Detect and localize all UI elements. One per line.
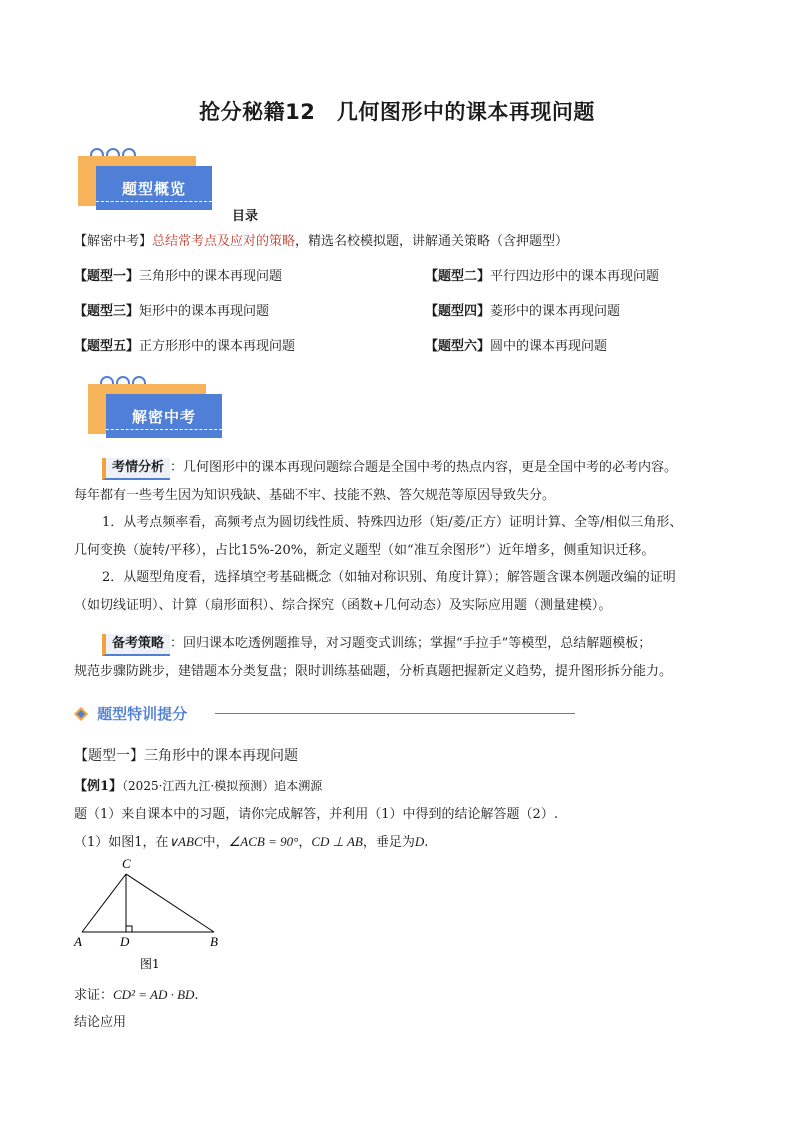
apply-heading: 结论应用 [74, 1015, 127, 1030]
diamond-icon [74, 706, 88, 720]
toc-item-4[interactable]: 【题型四】菱形中的课本再现问题 [425, 304, 621, 319]
section-title: 题型特训提分 [97, 705, 188, 723]
toc-item-6[interactable]: 【题型六】圆中的课本再现问题 [425, 339, 608, 354]
badge-overview [78, 152, 212, 212]
toc-item-5[interactable]: 【题型五】正方形形中的课本再现问题 [74, 339, 296, 354]
intro-rest: ，精选名校模拟题，讲解通关策略（含押题型） [295, 234, 569, 249]
figure-caption: 图1 [140, 957, 160, 971]
intro-line [74, 230, 568, 249]
strategy-block: 备考策略 ：回归课本吃透例题推导，对习题变式训练；掌握“手拉手”等模型，总结解题模板； 规范步骤防跳步，建错题本分类复盘；限时训练基础题，分析真题把握新定义趋势，提升图形拆分能力。 [74, 636, 673, 679]
toc-item-3[interactable]: 【题型三】矩形中的课本再现问题 [74, 304, 270, 319]
label-a: A [74, 934, 82, 949]
type1-heading: 【题型一】三角形中的课本再现问题 [74, 748, 298, 764]
right-angle-mark [126, 926, 132, 932]
badge-decode-label: 解密中考 [106, 394, 222, 438]
toc-item-2[interactable]: 【题型二】平行四边形中的课本再现问题 [425, 269, 660, 284]
analysis-block: 考情分析 ：几何图形中的课本再现问题综合题是全国中考的热点内容，更是全国中考的必考内容。 每年都有一些考生因为知识残缺、基础不牢、技能不熟、答欠规范等原因导致失分。 1．从考点频率看，高频考点为圆切线性质、特殊四边形（矩/菱/正方）证明计算、全等/相似三角形、 几何变换（旋转/平移），占比15%-20%，新定义题型（如“准互余图形”）近年增多，侧重知识迁移。 2．从题型角度看，选择填空考基础概念（如轴对称识别、角度计算）；解答题含课本例题改编的证明 （如切线证明）、计算（扇形面积）、综合探究（函数+几何动态）及实际应用题（测量建模）。 [74, 460, 683, 613]
strategy-tag: 备考策略 [102, 634, 170, 656]
badge-overview-label: 题型概览 [96, 166, 212, 210]
section-heading [74, 703, 187, 724]
triangle-figure [70, 852, 230, 974]
side-ac [82, 874, 126, 932]
example-part1: （1）如图1，在∨ABC中，∠ACB = 90°，CD ⊥ AB，垂足为D. [74, 834, 429, 850]
example-header: 【例1】（2025·江西九江·模拟预测）追本溯源 [74, 779, 323, 794]
analysis-tag: 考情分析 [102, 458, 170, 480]
intro-bracket: 【解密中考】 [74, 234, 153, 249]
label-d: D [120, 934, 130, 949]
label-c: C [122, 856, 131, 871]
page-title: 抢分秘籍12 几何图形中的课本再现问题 [199, 100, 595, 124]
prove-line: 求证：CD² = AD · BD. [74, 987, 199, 1003]
toc-label: 目录 [232, 209, 259, 224]
intro-highlight: 总结常考点及应对的策略 [152, 234, 296, 249]
toc-item-1[interactable]: 【题型一】三角形中的课本再现问题 [74, 269, 283, 284]
example-question: 题（1）来自课本中的习题，请你完成解答，并利用（1）中得到的结论解答题（2）. [74, 807, 558, 822]
label-b: B [210, 934, 218, 949]
side-cb [126, 874, 214, 932]
badge-decode [88, 380, 222, 440]
section-rule [215, 713, 575, 714]
